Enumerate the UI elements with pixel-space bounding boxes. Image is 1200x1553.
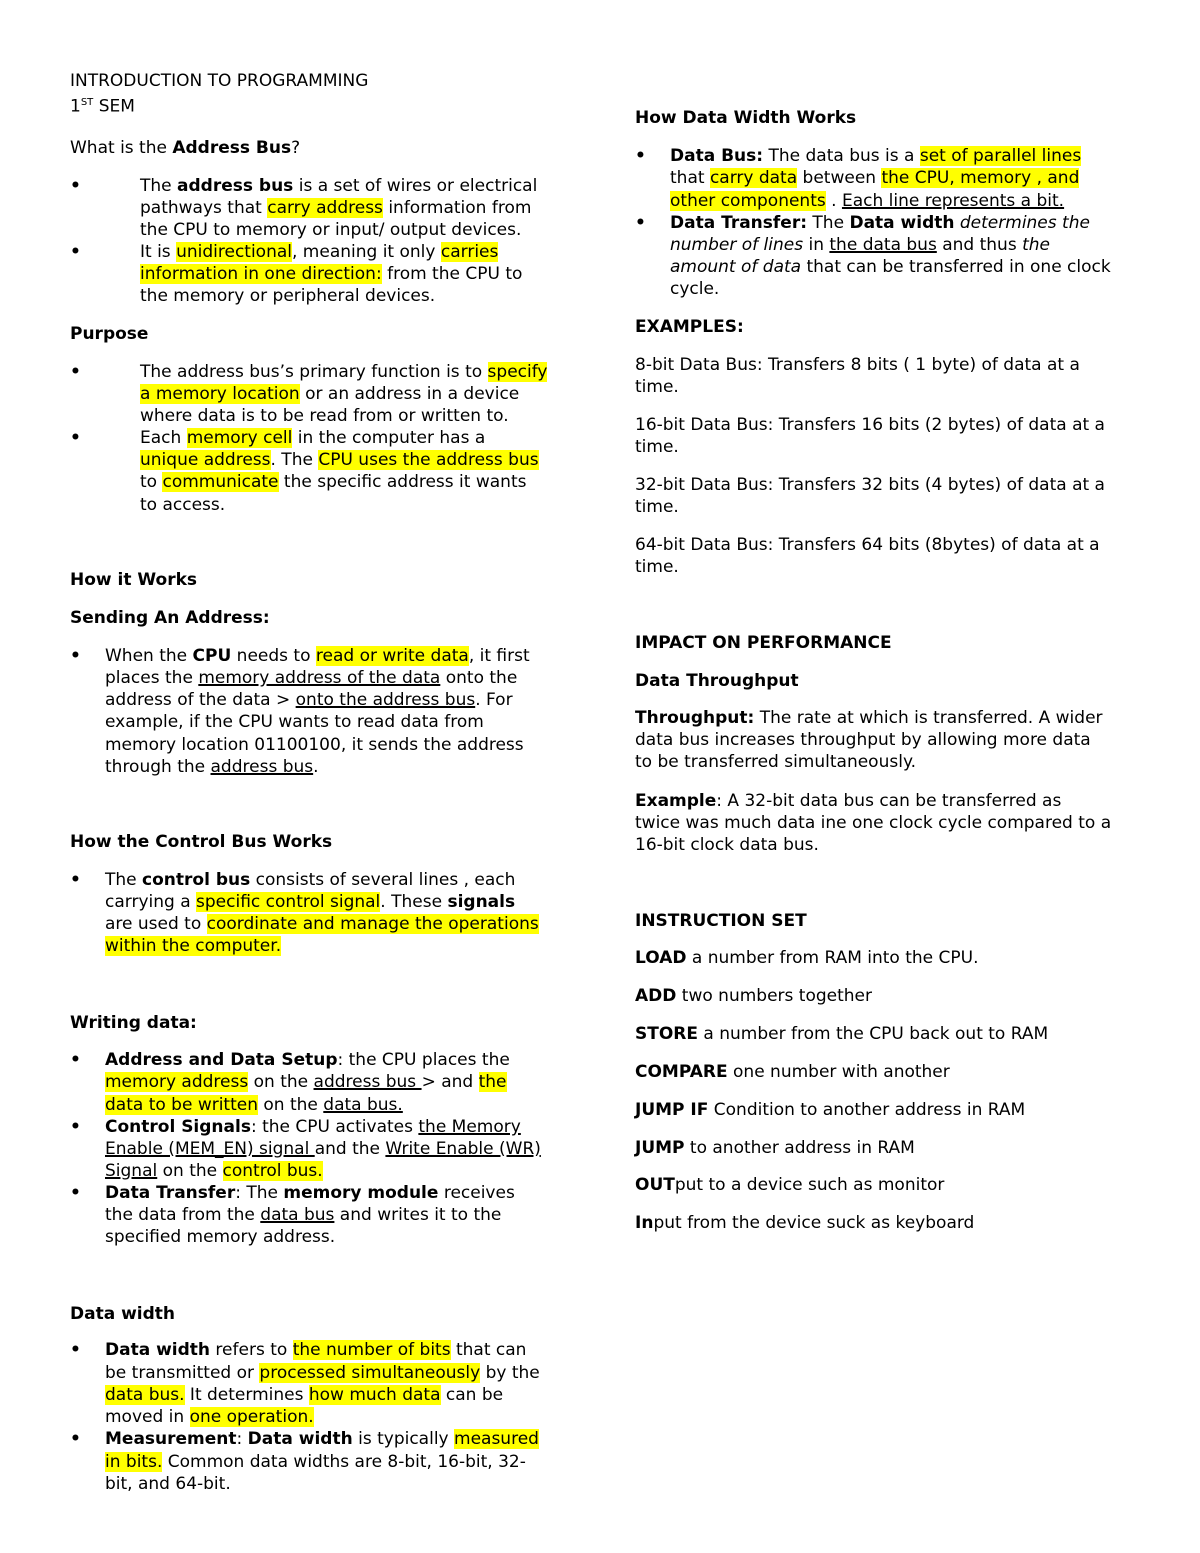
- instruction-load: LOAD a number from RAM into the CPU.: [635, 948, 979, 968]
- address-bus-question: What is the Address Bus?: [70, 138, 301, 158]
- instruction-compare: COMPARE one number with another: [635, 1062, 950, 1082]
- writing-data-heading: Writing data:: [70, 1013, 197, 1033]
- control-bus-heading: How the Control Bus Works: [70, 832, 333, 852]
- instruction-add: ADD two numbers together: [635, 986, 872, 1006]
- instruction-out: OUTput to a device such as monitor: [635, 1175, 945, 1195]
- instruction-in: Input from the device suck as keyboard: [635, 1213, 975, 1233]
- impact-heading: IMPACT ON PERFORMANCE: [635, 633, 892, 653]
- data-width-heading: Data width: [70, 1304, 176, 1324]
- semester: 1ST SEM: [70, 96, 135, 117]
- instruction-set-heading: INSTRUCTION SET: [635, 911, 807, 931]
- instruction-jump-if: JUMP IF Condition to another address in RAM: [635, 1100, 1026, 1120]
- sending-address-heading: Sending An Address:: [70, 608, 270, 628]
- purpose-heading: Purpose: [70, 324, 149, 344]
- how-data-width-works-heading: How Data Width Works: [635, 108, 857, 128]
- instruction-store: STORE a number from the CPU back out to RAM: [635, 1024, 1049, 1044]
- data-throughput-heading: Data Throughput: [635, 671, 799, 691]
- instruction-jump: JUMP to another address in RAM: [635, 1138, 915, 1158]
- examples-heading: EXAMPLES:: [635, 317, 744, 337]
- how-it-works-heading: How it Works: [70, 570, 198, 590]
- doc-title: INTRODUCTION TO PROGRAMMING: [70, 71, 369, 91]
